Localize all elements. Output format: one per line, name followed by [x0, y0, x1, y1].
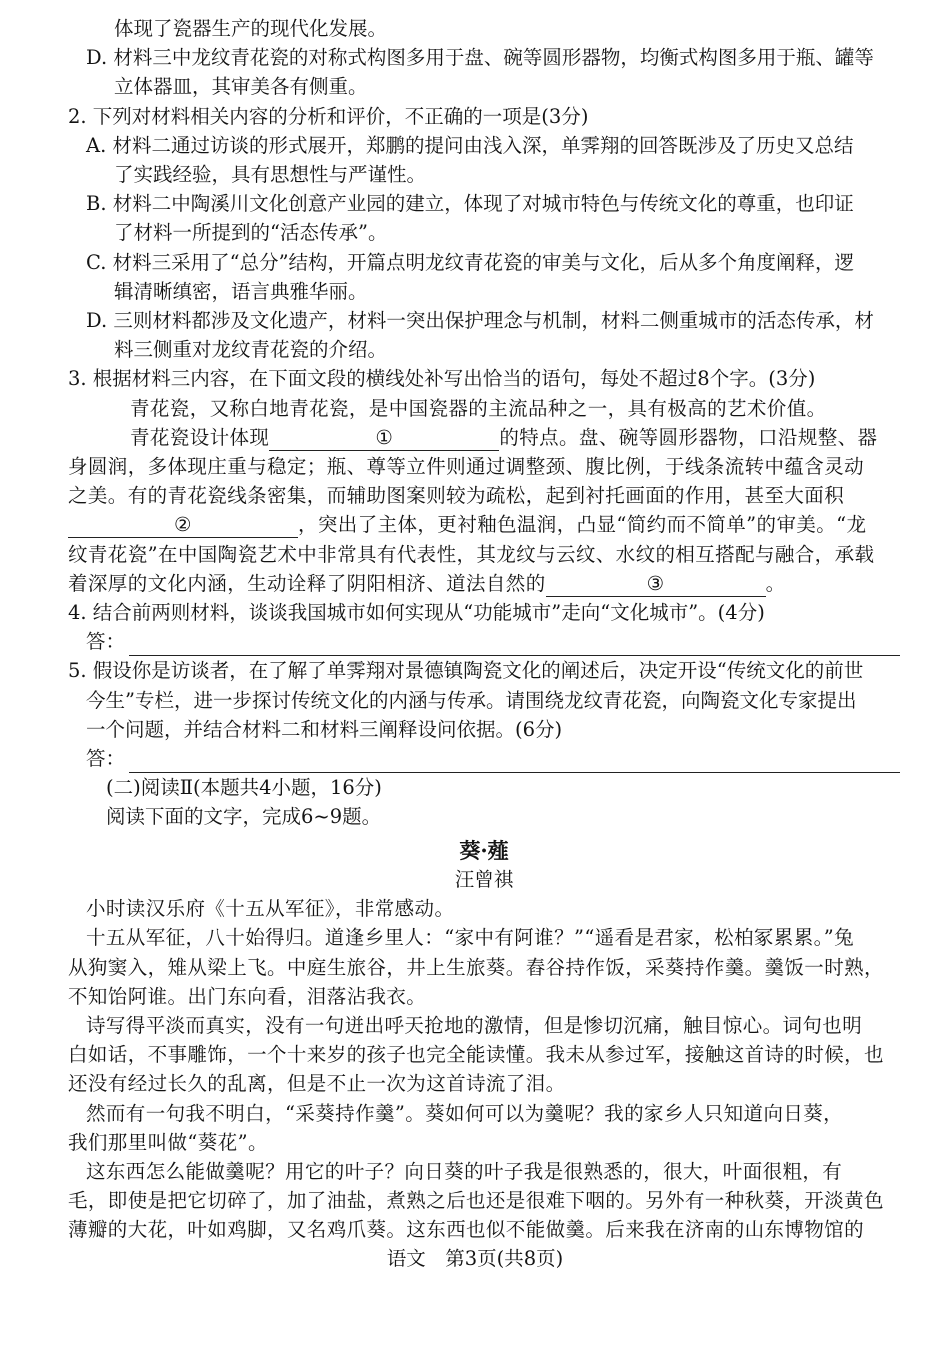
- text-line: 纹青花瓷”在中国陶瓷艺术中非常具有代表性，其龙纹与云纹、水纹的相互搭配与融合，承载: [68, 542, 875, 566]
- fill-blank-3[interactable]: ③: [546, 572, 766, 597]
- answer-label: 答：: [86, 747, 126, 771]
- text-line: 不知饴阿谁。出门东向看，泪落沾我衣。: [68, 984, 427, 1008]
- article-author: 汪曾祺: [454, 867, 514, 891]
- section-heading: (二)阅读Ⅱ(本题共4小题，16分): [106, 776, 382, 800]
- text-line: 毛，即使是把它切碎了，加了油盐，煮熟之后也还是很难下咽的。另外有一种秋葵，开淡黄色: [68, 1189, 884, 1213]
- answer-line-5[interactable]: [68, 744, 900, 773]
- text-line: [68, 510, 900, 539]
- question-3: 3. 根据材料三内容，在下面文段的横线处补写出恰当的语句，每处不超过8个字。(3分): [68, 367, 816, 391]
- text-line: 我们那里叫做“葵花”。: [68, 1130, 268, 1154]
- option-b: B. 材料二中陶溪川文化创意产业园的建立，体现了对城市特色与传统文化的尊重，也印证: [86, 192, 854, 216]
- text-line: [68, 569, 900, 598]
- text-line: 了材料一所提到的“活态传承”。: [114, 221, 388, 245]
- fill-blank-1[interactable]: ①: [269, 426, 499, 451]
- text-line: 了实践经验，具有思想性与严谨性。: [114, 163, 427, 187]
- article-title: 葵·薤: [459, 837, 509, 863]
- answer-line-4[interactable]: [68, 627, 900, 656]
- text-line: 一个问题，并结合材料二和材料三阐释设问依据。(6分): [86, 717, 563, 741]
- paragraph: 诗写得平淡而真实，没有一句迸出呼天抢地的激情，但是惨切沉痛，触目惊心。词句也明: [86, 1013, 863, 1037]
- text-line: 辑清晰缜密，语言典雅华丽。: [114, 279, 368, 303]
- text-line: 料三侧重对龙纹青花瓷的介绍。: [114, 338, 388, 362]
- answer-field[interactable]: [129, 635, 900, 656]
- text-line: 还没有经过长久的乱离，但是不止一次为这首诗流了泪。: [68, 1072, 566, 1096]
- text-line: 之美。有的青花瓷线条密集，而辅助图案则较为疏松，起到衬托画面的作用，甚至大面积: [68, 484, 845, 508]
- text-line: 身圆润，多体现庄重与稳定；瓶、尊等立件则通过调整颈、腹比例，于线条流转中蕴含灵动: [68, 455, 865, 479]
- text-line: 白如话，不事雕饰，一个十来岁的孩子也完全能读懂。我未从参过军，接触这首诗的时候，也: [68, 1043, 884, 1067]
- question-4: 4. 结合前两则材料，谈谈我国城市如何实现从“功能城市”走向“文化城市”。(4分): [68, 601, 765, 625]
- paragraph: 十五从军征，八十始得归。道逢乡里人：“家中有阿谁？”“遥看是君家，松柏冢累累。”兔: [86, 926, 855, 950]
- text-fragment: ，突出了主体，更衬釉色温润，凸显“简约而不简单”的审美。“龙: [298, 513, 867, 537]
- question-2: 2. 下列对材料相关内容的分析和评价，不正确的一项是(3分): [68, 104, 589, 128]
- instruction: 阅读下面的文字，完成6~9题。: [106, 805, 382, 829]
- text-line: 青花瓷，又称白地青花瓷，是中国瓷器的主流品种之一，具有极高的艺术价值。: [130, 396, 827, 420]
- option-c: C. 材料三采用了“总分”结构，开篇点明龙纹青花瓷的审美与文化，后从多个角度阐释，逻: [86, 250, 855, 274]
- text-fragment: 。: [765, 571, 786, 595]
- option-d: D. 三则材料都涉及文化遗产，材料一突出保护理念与机制，材料二侧重城市的活态传承，材: [86, 309, 874, 333]
- fill-blank-2[interactable]: ②: [68, 513, 298, 538]
- text-fragment: 的特点。盘、碗等圆形器物，口沿规整、器: [499, 425, 878, 449]
- question-5: 5. 假设你是访谈者，在了解了单霁翔对景德镇陶瓷文化的阐述后，决定开设“传统文化的前世: [68, 659, 864, 683]
- answer-label: 答：: [86, 630, 126, 654]
- text-line: 今生”专栏，进一步探讨传统文化的内涵与传承。请围绕龙纹青花瓷，向陶瓷文化专家提出: [86, 688, 857, 712]
- paragraph: 然而有一句我不明白，“采葵持作羹”。葵如何可以为羹呢？我的家乡人只知道向日葵，: [86, 1101, 844, 1125]
- text-fragment: 着深厚的文化内涵，生动诠释了阴阳相济、道法自然的: [68, 571, 546, 595]
- option-a: A. 材料二通过访谈的形式展开，郑鹏的提问由浅入深，单霁翔的回答既涉及了历史又总结: [86, 133, 854, 157]
- answer-field[interactable]: [129, 752, 900, 773]
- text-line: 薄瓣的大花，叶如鸡脚，又名鸡爪葵。这东西也似不能做羹。后来我在济南的山东博物馆的: [68, 1218, 865, 1242]
- text-line: 立体器皿，其审美各有侧重。: [114, 75, 368, 99]
- paragraph: 这东西怎么能做羹呢？用它的叶子？向日葵的叶子我是很熟悉的，很大，叶面很粗，有: [86, 1159, 843, 1183]
- paragraph: 小时读汉乐府《十五从军征》，非常感动。: [86, 897, 455, 921]
- text-line: [68, 423, 900, 452]
- page-footer: 语文 第3页(共8页): [386, 1247, 564, 1270]
- page-content: [68, 17, 900, 1245]
- text-line: 从狗窦入，雉从梁上飞。中庭生旅谷，井上生旅葵。舂谷持作饭，采葵持作羹。羹饭一时熟，: [68, 955, 884, 979]
- text-line: 体现了瓷器生产的现代化发展。: [114, 17, 388, 40]
- text-fragment: 青花瓷设计体现: [130, 425, 270, 449]
- option-d: D. 材料三中龙纹青花瓷的对称式构图多用于盘、碗等圆形器物，均衡式构图多用于瓶、罐等: [86, 46, 874, 70]
